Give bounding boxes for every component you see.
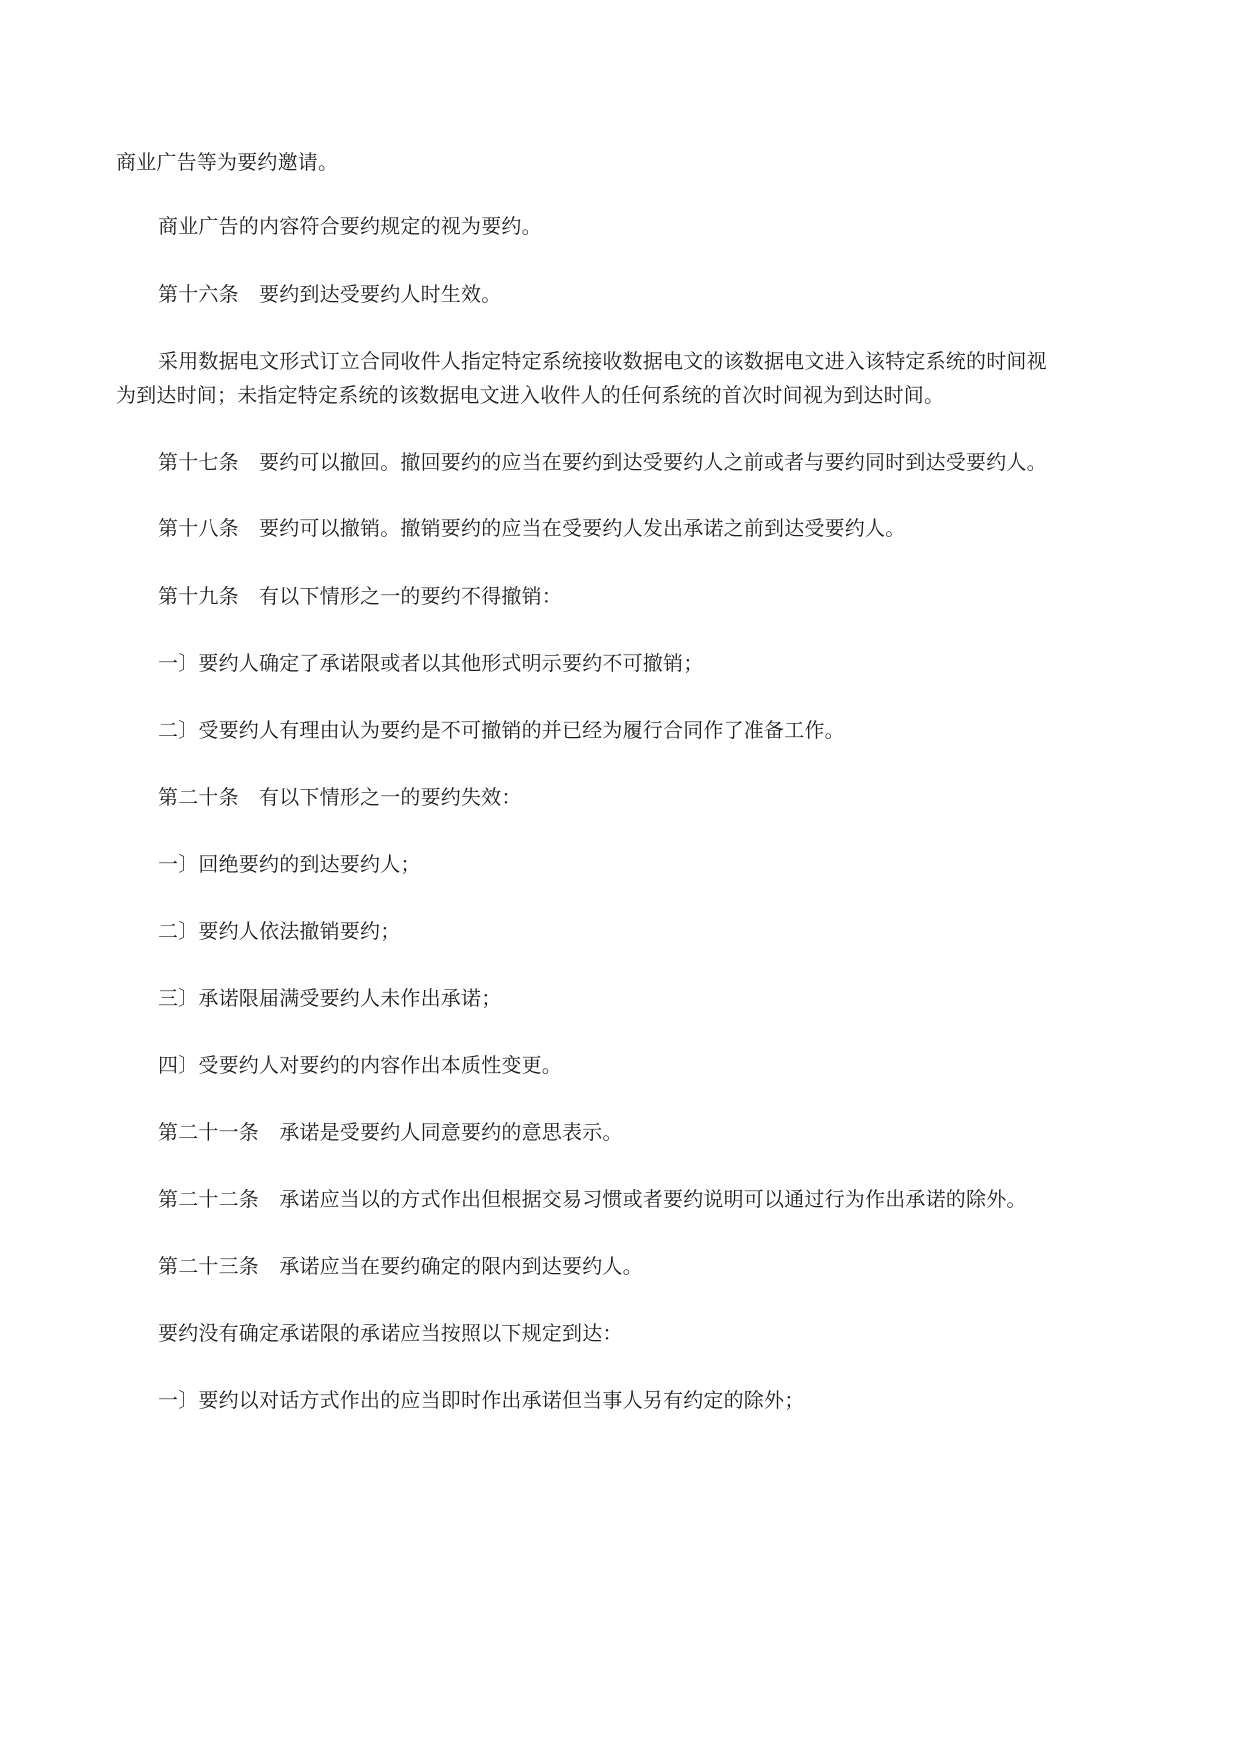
list-item: 一〕回绝要约的到达要约人； xyxy=(158,852,421,876)
text-line: 为到达时间；未指定特定系统的该数据电文进入收件人的任何系统的首次时间视为到达时间。 xyxy=(116,383,945,407)
text-line: 商业广告等为要约邀请。 xyxy=(116,150,339,174)
text-line: 商业广告的内容符合要约规定的视为要约。 xyxy=(158,214,542,238)
list-item: 一〕要约人确定了承诺限或者以其他形式明示要约不可撤销； xyxy=(158,651,704,675)
article-18: 第十八条 要约可以撤销。撤销要约的应当在受要约人发出承诺之前到达受要约人。 xyxy=(158,516,906,540)
article-23: 第二十三条 承诺应当在要约确定的限内到达要约人。 xyxy=(158,1254,643,1278)
list-item: 三〕承诺限届满受要约人未作出承诺； xyxy=(158,986,502,1010)
list-item: 二〕受要约人有理由认为要约是不可撤销的并已经为履行合同作了准备工作。 xyxy=(158,718,845,742)
article-21: 第二十一条 承诺是受要约人同意要约的意思表示。 xyxy=(158,1120,623,1144)
list-item: 二〕要约人依法撤销要约； xyxy=(158,919,401,943)
article-17: 第十七条 要约可以撤回。撤回要约的应当在要约到达受要约人之前或者与要约同时到达受要约人。 xyxy=(158,450,1047,474)
article-16: 第十六条 要约到达受要约人时生效。 xyxy=(158,282,502,306)
list-item: 一〕要约以对话方式作出的应当即时作出承诺但当事人另有约定的除外； xyxy=(158,1388,805,1412)
article-19: 第十九条 有以下情形之一的要约不得撤销： xyxy=(158,584,562,608)
article-22: 第二十二条 承诺应当以的方式作出但根据交易习惯或者要约说明可以通过行为作出承诺的除外。 xyxy=(158,1187,1027,1211)
article-20: 第二十条 有以下情形之一的要约失效： xyxy=(158,785,522,809)
text-line: 采用数据电文形式订立合同收件人指定特定系统接收数据电文的该数据电文进入该特定系统的时间视 xyxy=(158,349,1047,373)
list-item: 四〕受要约人对要约的内容作出本质性变更。 xyxy=(158,1053,562,1077)
text-line: 要约没有确定承诺限的承诺应当按照以下规定到达： xyxy=(158,1321,623,1345)
